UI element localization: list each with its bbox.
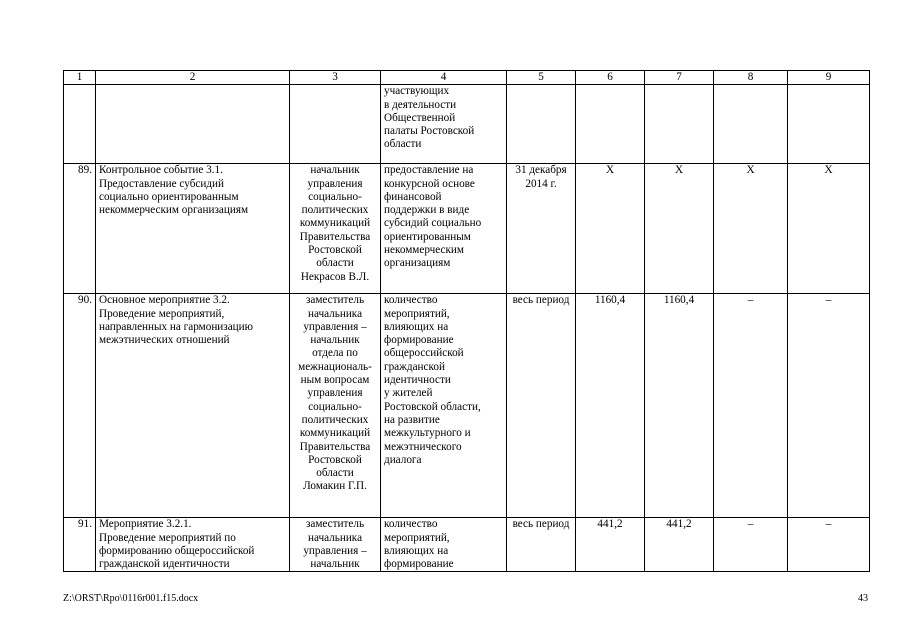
responsible-person-line: политических: [301, 413, 369, 426]
column-number: 6: [576, 71, 645, 85]
expected-result: [381, 518, 507, 572]
expected-result: [381, 294, 507, 518]
responsible-person: [290, 518, 381, 572]
responsible-person-line: межнациональ-: [298, 360, 372, 373]
expected-result-line: Общественной: [384, 111, 456, 124]
table-row: [64, 294, 870, 518]
responsible-person: [290, 294, 381, 518]
event-name: [96, 85, 290, 164]
responsible-person: [290, 85, 381, 164]
responsible-person-line: начальника: [307, 531, 363, 544]
value-col7: Х: [645, 164, 714, 294]
expected-result: [381, 85, 507, 164]
deadline: [507, 294, 576, 518]
value-col6: [576, 85, 645, 164]
expected-result-line: у жителей: [384, 387, 433, 400]
row-number: 90.: [64, 294, 96, 518]
responsible-person-line: ным вопросам: [300, 374, 370, 387]
responsible-person-line: области: [316, 257, 354, 270]
event-name-line: Основное мероприятие 3.2.: [99, 294, 230, 307]
footer-file-path: Z:\ORST\Rpo\0116r001.f15.docx: [63, 593, 199, 604]
expected-result-line: общероссийской: [384, 347, 464, 360]
event-name-line: социально ориентированным: [99, 190, 239, 203]
column-number: 8: [714, 71, 788, 85]
responsible-person-line: Правительства: [299, 230, 371, 243]
responsible-person-line: Ростовской: [308, 244, 362, 257]
event-name-line: Проведение мероприятий,: [99, 307, 225, 320]
value-col7: [645, 85, 714, 164]
responsible-person-line: коммуникаций: [299, 217, 371, 230]
column-number: 5: [507, 71, 576, 85]
expected-result-line: формирование: [384, 558, 454, 571]
expected-result-line: ориентированным: [384, 230, 471, 243]
value-col7: 1160,4: [645, 294, 714, 518]
expected-result-line: влияющих на: [384, 320, 449, 333]
event-name: [96, 164, 290, 294]
table-row: [64, 164, 870, 294]
responsible-person-line: управления: [307, 177, 363, 190]
deadline: [507, 85, 576, 164]
column-number: 3: [290, 71, 381, 85]
expected-result-line: диалога: [384, 453, 422, 466]
expected-result-line: некоммерческим: [384, 244, 464, 257]
responsible-person-line: Некрасов В.Л.: [300, 270, 370, 283]
deadline: [507, 164, 576, 294]
expected-result-line: идентичности: [384, 374, 451, 387]
column-number: 2: [96, 71, 290, 85]
expected-result: [381, 164, 507, 294]
event-name: [96, 294, 290, 518]
event-name-line: направленных на гармонизацию: [99, 320, 254, 333]
row-number: 91.: [64, 518, 96, 572]
row-number: 89.: [64, 164, 96, 294]
expected-result-line: мероприятий,: [384, 531, 450, 544]
event-name-line: Мероприятие 3.2.1.: [99, 518, 192, 531]
expected-result-line: области: [384, 138, 422, 151]
deadline-line: 2014 г.: [525, 177, 557, 190]
table-row: [64, 518, 870, 572]
value-col6: 441,2: [576, 518, 645, 572]
column-number: 9: [788, 71, 870, 85]
expected-result-line: количество: [384, 294, 438, 307]
expected-result-line: финансовой: [384, 190, 442, 203]
column-number: 7: [645, 71, 714, 85]
expected-result-line: организациям: [384, 257, 451, 270]
value-col6: Х: [576, 164, 645, 294]
expected-result-line: мероприятий,: [384, 307, 450, 320]
value-col8: –: [714, 518, 788, 572]
expected-result-line: поддержки в виде: [384, 204, 470, 217]
table-row: [64, 85, 870, 164]
responsible-person-line: начальника: [307, 307, 363, 320]
column-number: 4: [381, 71, 507, 85]
responsible-person: [290, 164, 381, 294]
value-col8: [714, 85, 788, 164]
column-number-row: [64, 71, 870, 85]
responsible-person-line: Правительства: [299, 440, 371, 453]
expected-result-line: предоставление на: [384, 164, 474, 177]
value-col9: [788, 85, 870, 164]
expected-result-line: межэтнического: [384, 440, 462, 453]
expected-result-line: субсидий социально: [384, 217, 482, 230]
responsible-person-line: управления –: [303, 544, 367, 557]
responsible-person-line: коммуникаций: [299, 427, 371, 440]
row-number: [64, 85, 96, 164]
expected-result-line: Ростовской области,: [384, 400, 481, 413]
responsible-person-line: начальник: [310, 164, 360, 177]
deadline-line: 31 декабря: [515, 164, 567, 177]
expected-result-line: влияющих на: [384, 544, 449, 557]
value-col9: –: [788, 518, 870, 572]
responsible-person-line: заместитель: [305, 518, 365, 531]
deadline: [507, 518, 576, 572]
expected-result-line: гражданской: [384, 360, 445, 373]
deadline-line: весь период: [512, 518, 570, 531]
event-name-line: межэтнических отношений: [99, 334, 230, 347]
value-col6: 1160,4: [576, 294, 645, 518]
expected-result-line: формирование: [384, 334, 454, 347]
column-number: 1: [64, 71, 96, 85]
expected-result-line: межкультурного и: [384, 427, 471, 440]
responsible-person-line: отдела по: [312, 347, 358, 360]
value-col8: –: [714, 294, 788, 518]
value-col9: Х: [788, 164, 870, 294]
expected-result-line: палаты Ростовской: [384, 125, 475, 138]
event-name-line: некоммерческим организациям: [99, 204, 249, 217]
value-col8: Х: [714, 164, 788, 294]
event-name-line: Предоставление субсидий: [99, 177, 225, 190]
responsible-person-line: Ростовской: [308, 453, 362, 466]
event-name-line: Проведение мероприятий по: [99, 531, 236, 544]
expected-result-line: участвующих: [384, 85, 450, 98]
value-col7: 441,2: [645, 518, 714, 572]
responsible-person-line: начальник: [310, 334, 360, 347]
responsible-person-line: области: [316, 467, 354, 480]
responsible-person-line: социально-: [308, 190, 362, 203]
footer-page-number: 43: [858, 593, 868, 604]
expected-result-line: количество: [384, 518, 438, 531]
expected-result-line: в деятельности: [384, 98, 457, 111]
deadline-line: весь период: [512, 294, 570, 307]
program-table: [63, 70, 870, 572]
event-name: [96, 518, 290, 572]
value-col9: –: [788, 294, 870, 518]
expected-result-line: конкурсной основе: [384, 177, 475, 190]
responsible-person-line: начальник: [310, 558, 360, 571]
expected-result-line: на развитие: [384, 413, 440, 426]
responsible-person-line: управления –: [303, 320, 367, 333]
responsible-person-line: политических: [301, 204, 369, 217]
responsible-person-line: управления: [307, 387, 363, 400]
responsible-person-line: заместитель: [305, 294, 365, 307]
responsible-person-line: Ломакин Г.П.: [303, 480, 367, 493]
event-name-line: гражданской идентичности: [99, 558, 230, 571]
event-name-line: Контрольное событие 3.1.: [99, 164, 223, 177]
event-name-line: формированию общероссийской: [99, 544, 255, 557]
responsible-person-line: социально-: [308, 400, 362, 413]
